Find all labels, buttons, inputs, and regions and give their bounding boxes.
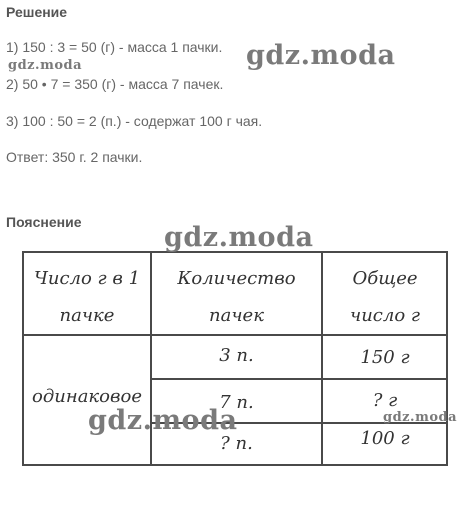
merged-cell-same: одинаковое: [32, 386, 142, 407]
solution-heading: Решение: [6, 4, 68, 20]
header-total-line-2: число г: [350, 305, 420, 326]
solution-line-3: 3) 100 : 50 = 2 (п.) - содержат 100 г чая.: [6, 113, 263, 129]
header-per-pack-line-2: пачке: [59, 305, 115, 326]
watermark-small-right: gdz.moda: [383, 410, 458, 425]
watermark-middle: gdz.moda: [164, 222, 314, 253]
solution-line-2: 2) 50 • 7 = 350 (г) - масса 7 пачек.: [6, 76, 224, 92]
header-total-line-1: Общее: [352, 268, 418, 289]
explanation-heading: Пояснение: [6, 214, 82, 230]
row-1-count: 3 п.: [219, 345, 254, 366]
row-1-total: 150 г: [360, 347, 410, 368]
header-count-line-1: Количество: [177, 268, 296, 289]
row-2-total: ? г: [372, 390, 398, 411]
row-3-total: 100 г: [360, 428, 410, 449]
header-count-line-2: пачек: [209, 305, 264, 326]
row-2-count: 7 п.: [219, 392, 254, 413]
solution-line-1: 1) 150 : 3 = 50 (г) - масса 1 пачки.: [6, 39, 223, 55]
watermark-small-left: gdz.moda: [8, 58, 83, 73]
answer-line: Ответ: 350 г. 2 пачки.: [6, 149, 143, 165]
watermark-bottom: gdz.moda: [88, 405, 238, 436]
table-divider-header: [22, 334, 448, 336]
header-per-pack-line-1: Число г в 1: [33, 268, 141, 289]
watermark-top: gdz.moda: [246, 40, 396, 71]
table-divider-col-2: [321, 251, 323, 466]
row-3-count: ? п.: [220, 433, 253, 454]
table-divider-row-1: [150, 378, 448, 380]
